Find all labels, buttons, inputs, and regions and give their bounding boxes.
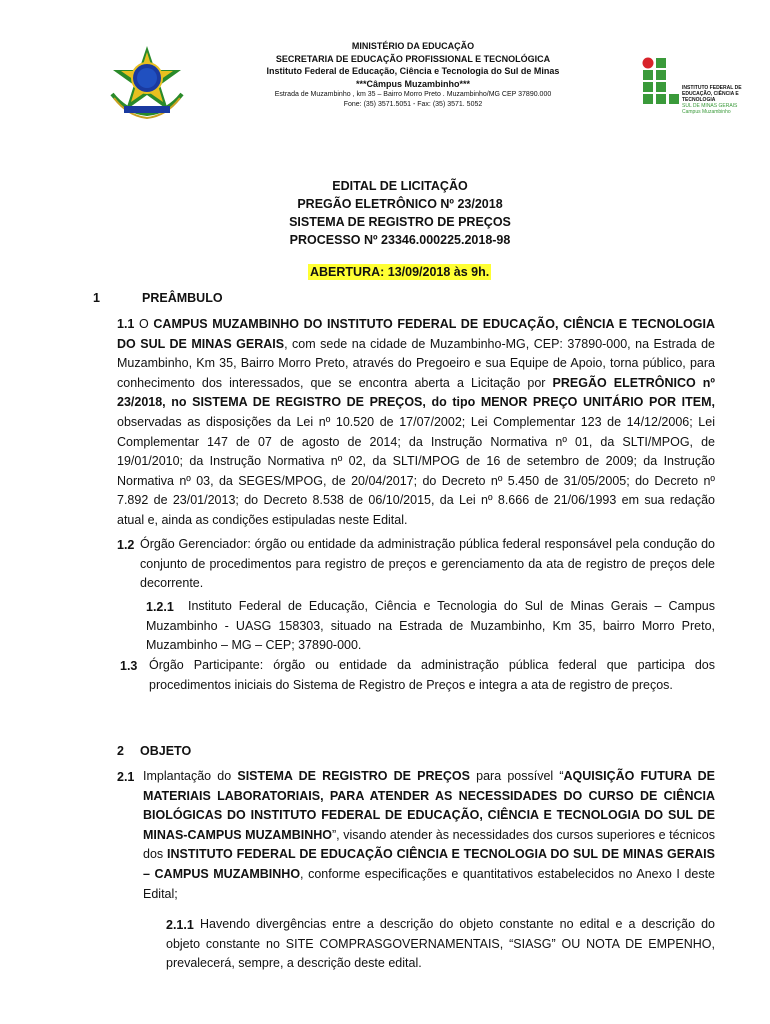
section-2-number: 2 <box>117 744 124 758</box>
clause-number: 1.1 <box>117 317 135 331</box>
title-srp: SISTEMA DE REGISTRO DE PREÇOS <box>289 215 511 229</box>
clause-text: para possível “ <box>469 769 564 783</box>
clause-2-1 <box>143 767 715 904</box>
logo-text-line1: INSTITUTO FEDERAL DE <box>682 85 742 91</box>
logo-text-line3: SUL DE MINAS GERAIS <box>682 103 738 109</box>
clause-1-1 <box>117 315 715 531</box>
clause-text: Implantação do <box>143 769 238 783</box>
title-processo: PROCESSO Nº 23346.000225.2018-98 <box>289 233 511 247</box>
section-1-title: PREÂMBULO <box>142 291 223 305</box>
clause-1-2-1: Instituto Federal de Educação, Ciência e Tecnologia do Sul de Minas Gerais – Campus Muzambinho - UASG 158303, situado na Estrada de Muzambinho, Km 35, bairro Morro Preto, Muzambinho – MG – CEP; 37890-000. <box>146 599 715 653</box>
logo-text-line2: EDUCAÇÃO, CIÊNCIA E TECNOLOGIA <box>682 91 739 103</box>
institute-line: Instituto Federal de Educação, Ciência e Tecnologia do Sul de Minas <box>266 66 560 76</box>
clause-text: O <box>134 317 154 331</box>
clause-2-1-1 <box>166 915 715 974</box>
clause-bold: INSTITUTO FEDERAL DE EDUCAÇÃO CIÊNCIA E TECNOLOGIA DO SUL DE MINAS GERAIS – CAMPUS MUZAMBINHO <box>143 847 715 881</box>
opening-date-highlight: ABERTURA: 13/09/2018 às 9h. <box>310 265 490 279</box>
campus-line: ***Câmpus Muzambinho*** <box>355 78 471 89</box>
logo-text-line4: Campus Muzambinho <box>682 109 731 115</box>
secretariat-line: SECRETARIA DE EDUCAÇÃO PROFISSIONAL E TECNOLÓGICA <box>275 53 551 64</box>
clause-bold: AQUISIÇÃO FUTURA DE MATERIAIS LABORATORIAIS, PARA ATENDER AS NECESSIDADES DO CURSO DE CIÊNCIA BIOLÓGICAS DO INSTITUTO FEDERAL DE EDUCAÇÃO, CIÊNCIA E TECNOLOGIA DO SUL DE MINAS-CAMPUS MUZAMBINHO <box>143 769 715 842</box>
clause-text: observadas as disposições da Lei nº 10.520 de 17/07/2002; Lei Complementar 123 de 14/12/2006; Lei Complementar 147 de 07 de agosto de 2014; da Instrução Normativa nº 01, da SLTI/MPOG, de 19/01/2010; da Instrução Normativa nº 02, da SLTI/MPOG de 16 de setembro de 2009; da Instrução Normativa nº 03, da SEGES/MPOG, de 20/04/2017; do Decreto nº 5.450 de 31/05/2005; do Decreto nº 7.892 de 23/01/2013; do Decreto 8.538 de 06/10/2015, da Lei nº 8.666 de 21/06/1993 em sua redação atual e, ainda as condições estipuladas neste Edital. <box>117 414 715 527</box>
title-pregao: PREGÃO ELETRÔNICO Nº 23/2018 <box>297 197 503 211</box>
title-edital: EDITAL DE LICITAÇÃO <box>332 179 468 193</box>
section-2-title: OBJETO <box>140 744 192 758</box>
clause-bold: SISTEMA DE REGISTRO DE PREÇOS <box>237 769 470 783</box>
clause-2-1-1-number: 2.1.1 <box>166 918 194 932</box>
clause-bold: PREGÃO ELETRÔNICO nº 23/2018, no SISTEMA DE REGISTRO DE PREÇOS, do tipo MENOR PREÇO UNITÁRIO POR ITEM, <box>117 375 715 410</box>
letterhead <box>0 38 770 128</box>
letterhead-text <box>228 40 598 110</box>
document-title <box>0 177 770 249</box>
section-1-number: 1 <box>93 291 100 305</box>
clause-text: ”, visando atender às necessidades dos cursos superiores e técnicos dos <box>143 827 716 862</box>
clause-1-3-number: 1.3 <box>120 659 138 673</box>
if-logo-text <box>682 85 770 115</box>
clause-1-2: Órgão Gerenciador: órgão ou entidade da administração pública federal responsável pela condução do conjunto de procedimentos para registro de preços e gerenciamento da ata de registro de preços dele decorrente. <box>140 537 715 591</box>
ministry-line: MINISTÉRIO DA EDUCAÇÃO <box>351 41 475 51</box>
clause-1-2-1-number: 1.2.1 <box>146 600 174 614</box>
clause-bold: CAMPUS MUZAMBINHO DO INSTITUTO FEDERAL DE EDUCAÇÃO, CIÊNCIA E TECNOLOGIA DO SUL DE MINAS GERAIS <box>117 317 716 351</box>
phone-line: Fone: (35) 3571.5051 - Fax: (35) 3571. 5052 <box>343 101 483 108</box>
clause-text: Havendo divergências entre a descrição do objeto constante no edital e a descrição do objeto constante no SITE COMPRASGOVERNAMENTAIS, “SIASG” OU NOTA DE EMPENHO, prevalecerá, sempre, a descrição deste edital. <box>166 917 715 971</box>
clause-1-2-number: 1.2 <box>117 538 135 552</box>
clause-1-3: Órgão Participante: órgão ou entidade da administração pública federal que participa dos procedimentos iniciais do Sistema de Registro de Preços e integra a ata de registro de preços. <box>149 658 715 692</box>
clause-2-1-number: 2.1 <box>117 770 135 784</box>
clause-text: , conforme especificações e quantitativos estabelecidos no Anexo I deste Edital; <box>143 866 715 901</box>
brazil-coat-of-arms-icon <box>106 44 188 120</box>
address-line: Estrada de Muzambinho , km 35 – Bairro Morro Preto . Muzambinho/MG CEP 37890.000 <box>274 91 552 98</box>
clause-text: , com sede na cidade de Muzambinho-MG, CEP: 37890-000, na Estrada de Muzambinho, Km 35, Bairro Morro Preto, através do Pregoeiro e sua Equipe de Apoio, torna público, para conhecimento dos interessados, que se encontra aberta a Licitação por <box>117 336 716 390</box>
